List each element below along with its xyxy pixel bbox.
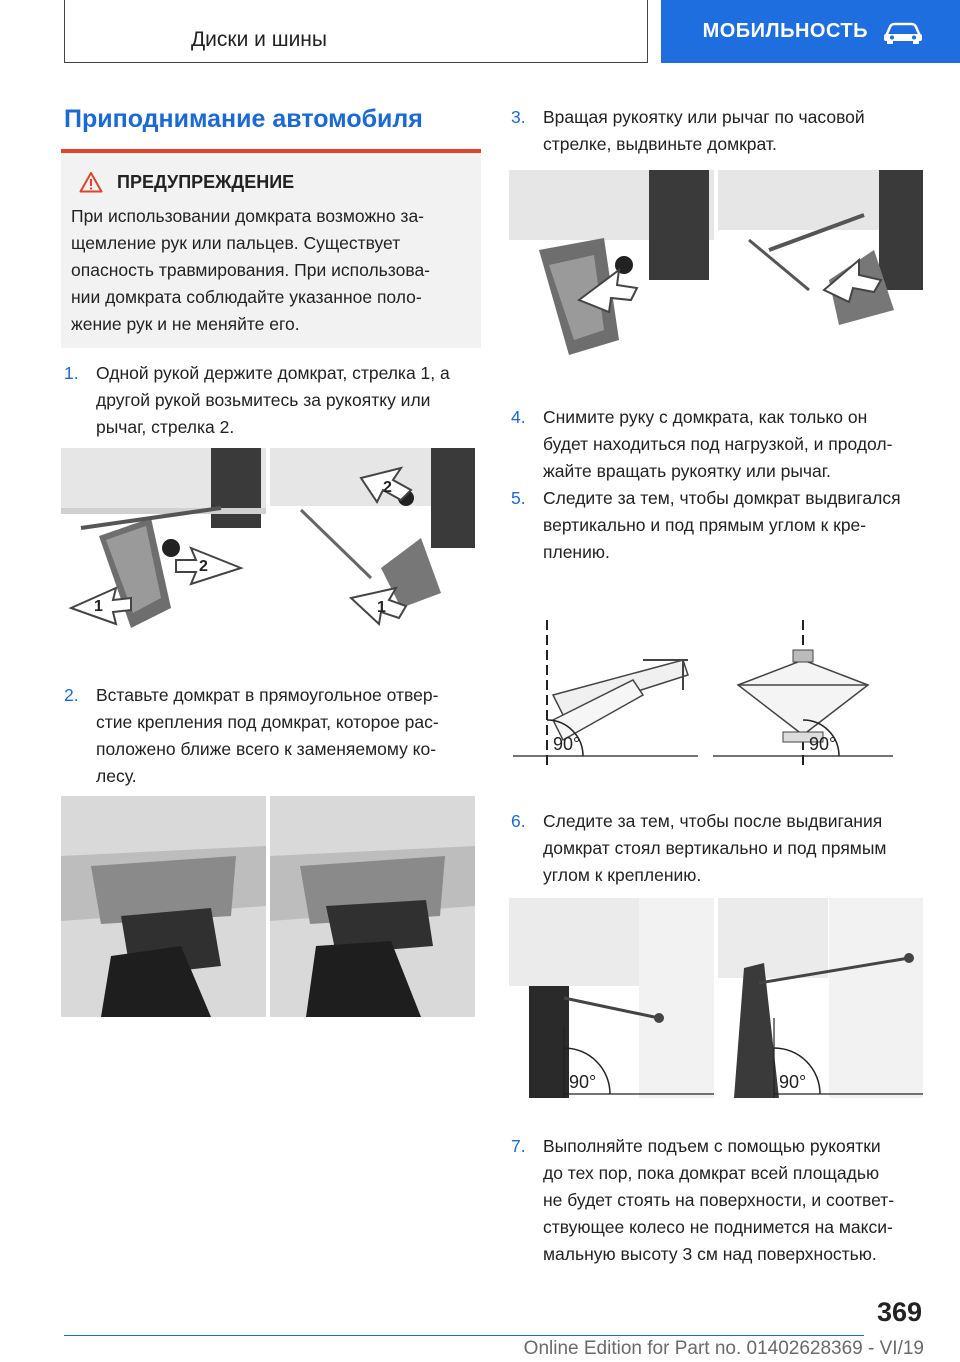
step-number: 4. [511, 407, 526, 427]
warning-line: жение рук и не меняйте его. [71, 314, 300, 334]
angle-label-a: 90° [553, 734, 581, 754]
car-icon [882, 20, 924, 44]
chapter-tab[interactable] [661, 0, 960, 63]
arrow-label-1: 1 [94, 598, 103, 615]
figure-jack-vertical-drawing [513, 620, 893, 770]
figure-jack-under-car [509, 898, 923, 1098]
step-line: Выполняйте подъем с помощью рукоятки [543, 1136, 881, 1156]
step-text [96, 682, 484, 790]
step-line: до тех пор, пока домкрат всей площадью [543, 1163, 880, 1183]
step-line: жайте вращать рукоятку или рычаг. [543, 461, 831, 481]
warning-line: опасность травмирования. При использова- [71, 260, 431, 280]
warning-line: нии домкрата соблюдайте указанное поло- [71, 287, 422, 307]
step-6 [511, 808, 931, 889]
step-line: Следите за тем, чтобы домкрат выдвигался [543, 488, 901, 508]
step-line: рычаг, стрелка 2. [96, 417, 235, 437]
warning-header [79, 171, 469, 193]
step-number: 7. [511, 1136, 526, 1156]
angle-label-c: 90° [569, 1072, 597, 1092]
step-line: углом к креплению. [543, 865, 702, 885]
warning-line: щемление рук или пальцев. Существует [71, 233, 401, 253]
step-line: будет находиться под нагрузкой, и продол- [543, 434, 893, 454]
step-line: положено ближе всего к заменяемому ко- [96, 739, 437, 759]
step-line: стие крепления под домкрат, которое рас- [96, 712, 439, 732]
step-line: ствующее колесо не поднимется на макси- [543, 1217, 893, 1237]
footer-rule [64, 1335, 864, 1336]
chapter-tab-label: МОБИЛЬНОСТЬ [702, 20, 868, 42]
step-text [543, 104, 931, 158]
page-title: Приподнимание автомобиля [64, 105, 423, 133]
step-line: стрелке, выдвиньте домкрат. [543, 134, 777, 154]
warning-line: При использовании домкрата возможно за- [71, 206, 424, 226]
step-line: домкрат стоял вертикально и под прямым [543, 838, 887, 858]
step-line: не будет стоять на поверхности, и соответ- [543, 1190, 895, 1210]
step-line: Следите за тем, чтобы после выдвигания [543, 811, 883, 831]
warning-label: ПРЕДУПРЕЖДЕНИЕ [117, 171, 295, 192]
step-number: 6. [511, 811, 526, 831]
footer-edition: Online Edition for Part no. 01402628369 - VI/19 [523, 1338, 924, 1359]
warning-box [61, 149, 481, 348]
angle-label-b: 90° [809, 734, 837, 754]
step-line: Вставьте домкрат в прямоугольное отвер- [96, 685, 439, 705]
step-4 [511, 404, 931, 485]
step-2 [64, 682, 484, 790]
arrow-label-1b: 1 [377, 599, 386, 616]
step-number: 3. [511, 107, 526, 127]
step-text [96, 360, 484, 441]
step-7 [511, 1133, 931, 1268]
step-line: мальную высоту 3 см над поверхностью. [543, 1244, 877, 1264]
warning-triangle-icon [79, 171, 103, 193]
step-number: 1. [64, 363, 79, 383]
header-section-box [64, 0, 648, 63]
step-line: плению. [543, 542, 610, 562]
step-line: Вращая рукоятку или рычаг по часовой [543, 107, 865, 127]
arrow-label-2b: 2 [383, 479, 392, 496]
section-title: Диски и шины [190, 28, 327, 51]
step-1 [64, 360, 484, 441]
arrow-label-2: 2 [199, 558, 208, 575]
step-number: 5. [511, 488, 526, 508]
step-5 [511, 485, 931, 566]
figure-jack-crank [509, 170, 923, 360]
step-line: лесу. [96, 766, 137, 786]
figure-jack-mount [61, 796, 475, 1017]
angle-label-d: 90° [779, 1072, 807, 1092]
step-text [543, 404, 931, 485]
step-text [543, 485, 931, 566]
step-line: другой рукой возьмитесь за рукоятку или [96, 390, 431, 410]
step-text [543, 808, 931, 889]
step-text [543, 1133, 931, 1268]
step-line: Снимите руку с домкрата, как только он [543, 407, 868, 427]
figure-jack-hold [61, 448, 475, 640]
step-line: Одной рукой держите домкрат, стрелка 1, а [96, 363, 450, 383]
page-number: 369 [876, 1297, 922, 1327]
step-number: 2. [64, 685, 79, 705]
step-line: вертикально и под прямым углом к кре- [543, 515, 867, 535]
warning-text [71, 203, 469, 338]
step-3 [511, 104, 931, 158]
